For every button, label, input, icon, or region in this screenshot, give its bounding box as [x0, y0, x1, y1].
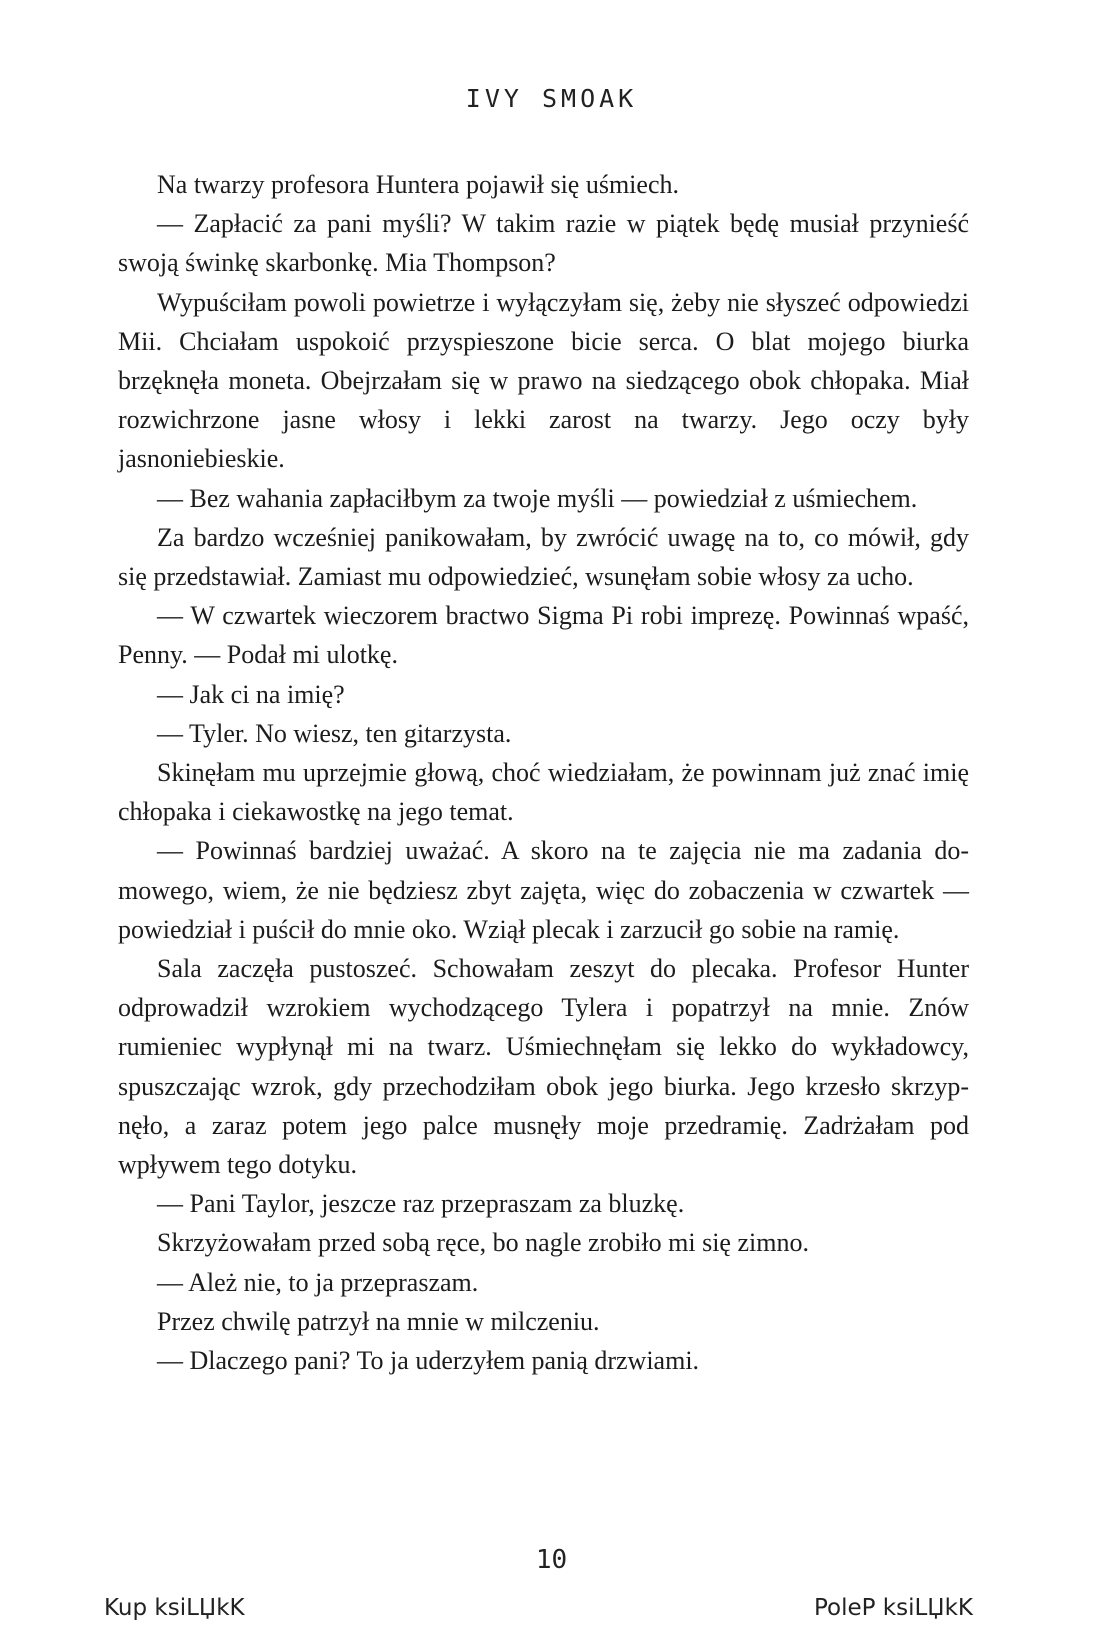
- paragraph: — Zapłacić za pani myśli? W takim razie w piątek będę musiał przynieść swoją świnkę skarbonkę. Mia Thompson?: [118, 209, 969, 278]
- paragraph: Wypuściłam powoli powietrze i wyłączyłam się, żeby nie słyszeć odpowiedzi Mii. Chciałam uspokoić przyspieszone bicie serca. O blat mojego biurka brzęknęła moneta. Obejrzałam się w prawo na siedzącego obok chłopaka. Miał rozwichrzone jasne włosy i lekki zarost na twarzy. Jego oczy były jasnoniebieskie.: [118, 287, 969, 474]
- page-number: 10: [535, 1545, 568, 1575]
- paragraph: Przez chwilę patrzył na mnie w milczeniu.: [157, 1306, 600, 1336]
- paragraph: — Ależ nie, to ja przepraszam.: [157, 1267, 479, 1297]
- recommend-book-link[interactable]: PoleP ksiLЏkK: [813, 1595, 973, 1621]
- paragraph: Sala zaczęła pustoszeć. Schowałam zeszyt do plecaka. Profesor Hunter odprowadził wzrokiem wychodzącego Tylera i popatrzył na mnie. Znów rumieniec wypłynął mi na twarz. Uśmiechnęłam się lekko do wykładowcy, spuszczając wzrok, gdy przechodziłam obok jego biurka. Jego krzesło skrzypnęło, a zaraz potem jego palce musnęły moje przedramię. Zadrżałam pod wpływem tego dotyku.: [118, 954, 969, 1180]
- running-header-author: IVY SMOAK: [465, 84, 638, 113]
- paragraph: — Jak ci na imię?: [157, 679, 345, 709]
- paragraph: — Dlaczego pani? To ja uderzyłem panią drzwiami.: [157, 1346, 700, 1376]
- paragraph: — Bez wahania zapłaciłbym za twoje myśli — powiedział z uśmiechem.: [157, 483, 918, 513]
- buy-book-link[interactable]: Kup ksiLЏkK: [104, 1595, 245, 1621]
- paragraph: Za bardzo wcześniej panikowałam, by zwrócić uwagę na to, co mówił, gdy się przedstawiał. Zamiast mu odpowiedzieć, wsunęłam sobie włosy za ucho.: [118, 522, 969, 592]
- paragraph: Skinęłam mu uprzejmie głową, choć wiedziałam, że powinnam już znać imię chłopaka i ciekawostkę na jego temat.: [118, 758, 969, 827]
- paragraph: — Powinnaś bardziej uważać. A skoro na te zajęcia nie ma zadania domowego, wiem, że nie będziesz zbyt zajęta, więc do zobaczenia w czwartek — powiedział i puścił do mnie oko. Wziął plecak i zarzucił go sobie na ramię.: [118, 836, 969, 944]
- paragraph: — W czwartek wieczorem bractwo Sigma Pi robi imprezę. Powinnaś wpaść, Penny. — Podał mi ulotkę.: [118, 601, 969, 670]
- paragraph: Na twarzy profesora Huntera pojawił się uśmiech.: [157, 170, 679, 199]
- paragraph: — Pani Taylor, jeszcze raz przepraszam za bluzkę.: [157, 1189, 685, 1219]
- paragraph: Skrzyżowałam przed sobą ręce, bo nagle zrobiło mi się zimno.: [157, 1228, 809, 1258]
- paragraph: — Tyler. No wiesz, ten gitarzysta.: [157, 718, 512, 748]
- body-text: [118, 165, 969, 1380]
